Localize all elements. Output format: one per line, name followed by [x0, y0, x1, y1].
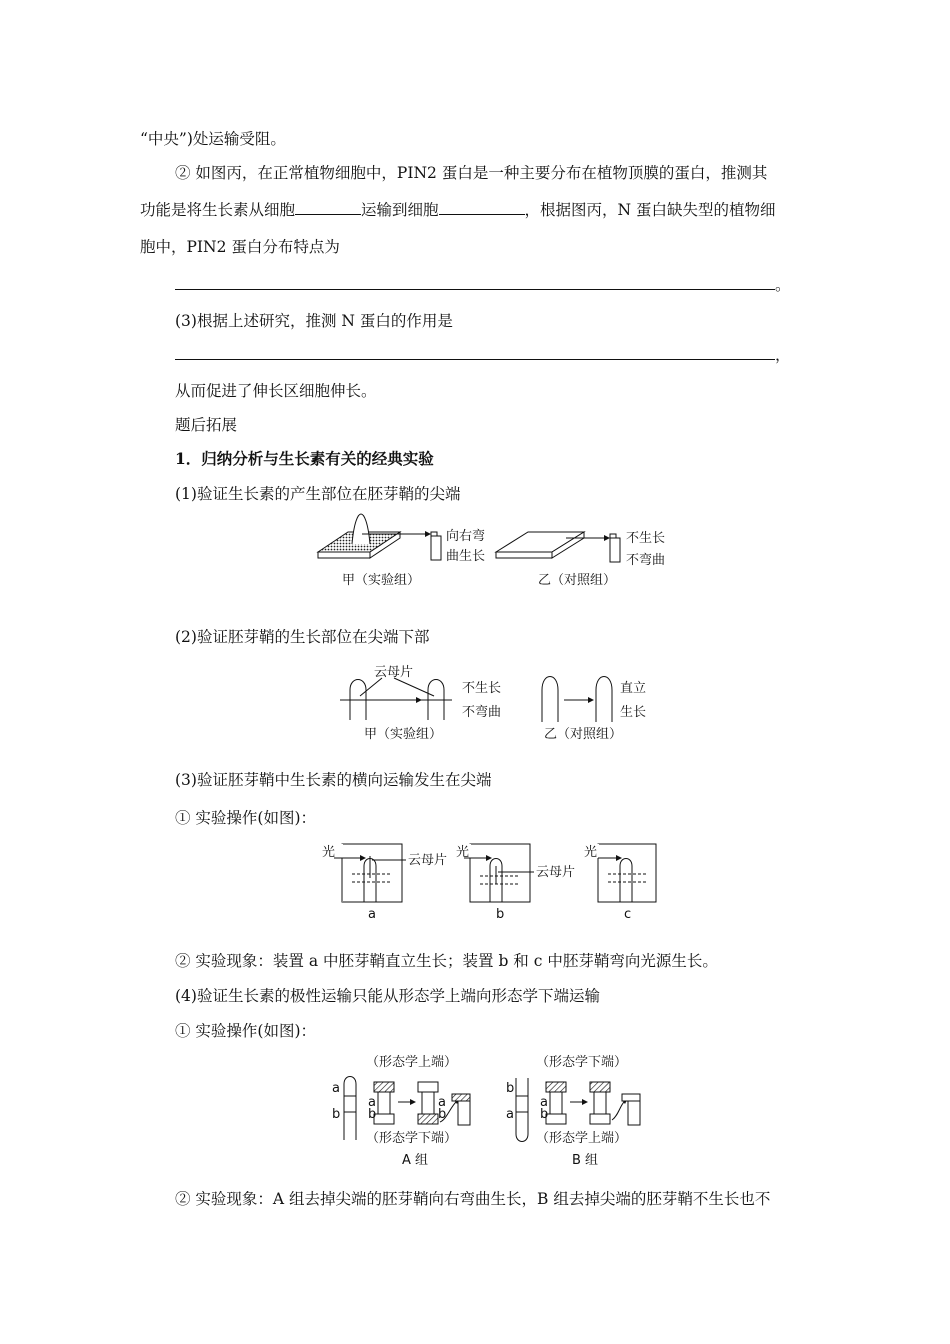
- fig3-light-c: 光: [584, 845, 598, 860]
- blank-3: [175, 275, 775, 290]
- receiver-agar-a2: [418, 1114, 438, 1124]
- donor-agar-b1: [546, 1082, 566, 1092]
- fig1-result-b2: 不弯曲: [626, 553, 666, 568]
- coleoptile-b1: [542, 677, 558, 723]
- text-line-9: 题后拓展: [175, 416, 238, 434]
- text-line-12: (2)验证胚芽鞘的生长部位在尖端下部: [175, 628, 430, 646]
- fig2-caption-a: 甲（实验组）: [364, 727, 443, 742]
- text-line-8: 从而促进了伸长区细胞伸长。: [175, 382, 377, 400]
- fig3-label-c: c: [624, 907, 632, 922]
- fig4-a-3: a: [438, 1095, 446, 1110]
- text-line-5: [175, 275, 791, 295]
- text-line-4: 胞中，PIN2 蛋白分布特点为: [140, 238, 340, 256]
- decapitated-coleoptile-b: [610, 538, 620, 562]
- figure-4: [330, 1050, 660, 1172]
- fig2-caption-b: 乙（对照组）: [544, 727, 623, 742]
- receiver-agar-b1: [546, 1114, 566, 1124]
- figure-2: [330, 662, 660, 744]
- box-a: [342, 844, 402, 902]
- text-line-2: ② 如图丙，在正常植物细胞中，PIN2 蛋白是一种主要分布在植物顶膜的蛋白，推测其: [175, 164, 768, 182]
- text-line-7-end: ，: [775, 346, 791, 364]
- coleoptile-4a: [344, 1077, 356, 1141]
- fig4-a-1: a: [332, 1081, 340, 1096]
- fig1-result-b1: 不生长: [626, 531, 666, 546]
- segment-b1: [550, 1092, 562, 1114]
- agar-piece-a: [431, 532, 437, 536]
- fig2-result-a2: 不弯曲: [462, 705, 502, 720]
- figure-1: [300, 512, 680, 592]
- coleoptile-b2: [596, 677, 612, 723]
- donor-agar-b2: [590, 1082, 610, 1092]
- text-line-13: (3)验证胚芽鞘中生长素的横向运输发生在尖端: [175, 771, 492, 789]
- fig3-label-b: b: [496, 907, 505, 922]
- receiver-agar-b2: [590, 1114, 610, 1124]
- text-line-18: ② 实验现象：A 组去掉尖端的胚芽鞘向右弯曲生长，B 组去掉尖端的胚芽鞘不生长也不: [175, 1190, 771, 1208]
- stump-b: [628, 1101, 640, 1125]
- arrow-head-a: [425, 531, 431, 537]
- fig4-b-3: b: [438, 1107, 447, 1122]
- fig2-result-a1: 不生长: [462, 681, 502, 696]
- text-line-7: [175, 345, 791, 365]
- donor-agar-a1: [374, 1082, 394, 1092]
- segment-a1: [378, 1092, 390, 1114]
- agar-on-stump-b: [622, 1094, 640, 1101]
- fig4-a-2: a: [368, 1095, 376, 1110]
- figure-3: [320, 838, 670, 922]
- text-line-11: (1)验证生长素的产生部位在胚芽鞘的尖端: [175, 485, 461, 503]
- agar-block-front-a: [318, 552, 370, 558]
- fig4-b-4: b: [506, 1081, 515, 1096]
- arrow-head-b: [604, 535, 610, 541]
- fig2-result-b1: 直立: [620, 681, 647, 696]
- text-line-3a: 功能是将生长素从细胞: [140, 201, 296, 219]
- donor-agar-a2: [418, 1082, 438, 1092]
- fig3-mica-a: 云母片: [408, 853, 448, 868]
- text-line-16: (4)验证生长素的极性运输只能从形态学上端向形态学下端运输: [175, 987, 600, 1005]
- text-line-14: ① 实验操作(如图)：: [175, 809, 317, 827]
- fig4-top-a: （形态学上端）: [366, 1055, 458, 1070]
- fig2-result-b2: 生长: [620, 705, 647, 720]
- agar-block-front-b: [496, 552, 552, 558]
- fig4-group-b: B 组: [572, 1153, 599, 1168]
- stump-a: [458, 1101, 470, 1125]
- coleoptile-4b: [516, 1078, 528, 1142]
- coleoptile-3c: [620, 859, 632, 903]
- fig4-top-b: （形态学下端）: [536, 1055, 628, 1070]
- fig1-caption-b: 乙（对照组）: [538, 573, 617, 588]
- fig4-a-5: a: [540, 1095, 548, 1110]
- blank-1: [295, 200, 361, 215]
- fig4-group-a: A 组: [402, 1153, 429, 1168]
- fig4-b-1: b: [332, 1107, 341, 1122]
- segment-b2: [594, 1092, 606, 1114]
- decapitated-coleoptile-a: [431, 536, 441, 560]
- fig4-bottom-a: （形态学下端）: [366, 1131, 458, 1146]
- box-b: [470, 844, 530, 902]
- text-line-3b: 运输到细胞: [361, 201, 439, 219]
- fig1-result-a1: 向右弯: [446, 529, 486, 544]
- fig3-label-a: a: [368, 907, 376, 922]
- fig1-caption-a: 甲（实验组）: [342, 573, 421, 588]
- blank-2: [439, 200, 525, 215]
- text-line-15: ② 实验现象：装置 a 中胚芽鞘直立生长；装置 b 和 c 中胚芽鞘弯向光源生长。: [175, 952, 718, 970]
- agar-on-stump-a: [452, 1094, 470, 1101]
- fig4-a-4: a: [506, 1107, 514, 1122]
- fig4-b-2: b: [368, 1107, 377, 1122]
- text-line-17: ① 实验操作(如图)：: [175, 1022, 317, 1040]
- fig4-b-5: b: [540, 1107, 549, 1122]
- text-line-5-end: 。: [775, 276, 791, 294]
- receiver-agar-a1: [374, 1114, 394, 1124]
- arrow-head-2b: [588, 697, 594, 703]
- blank-4: [175, 345, 775, 360]
- segment-a2: [422, 1092, 434, 1114]
- fig3-light-b: 光: [456, 845, 470, 860]
- text-line-6: (3)根据上述研究，推测 N 蛋白的作用是: [175, 312, 453, 330]
- text-line-3: [140, 200, 776, 220]
- fig3-light-a: 光: [322, 845, 336, 860]
- mica-pointer-1: [360, 678, 382, 696]
- fig4-bottom-b: （形态学上端）: [536, 1131, 628, 1146]
- text-line-3c: ，根据图丙，N 蛋白缺失型的植物细: [524, 201, 776, 219]
- box-c: [598, 844, 656, 902]
- agar-piece-b: [610, 534, 616, 538]
- section-heading: 1．归纳分析与生长素有关的经典实验: [175, 449, 434, 468]
- text-line-1: “中央”)处运输受阻。: [140, 130, 286, 148]
- fig2-mica-label: 云母片: [374, 665, 414, 680]
- coleoptile-tip: [352, 514, 370, 544]
- fig1-result-a2: 曲生长: [446, 549, 486, 564]
- fig3-mica-b: 云母片: [536, 865, 576, 880]
